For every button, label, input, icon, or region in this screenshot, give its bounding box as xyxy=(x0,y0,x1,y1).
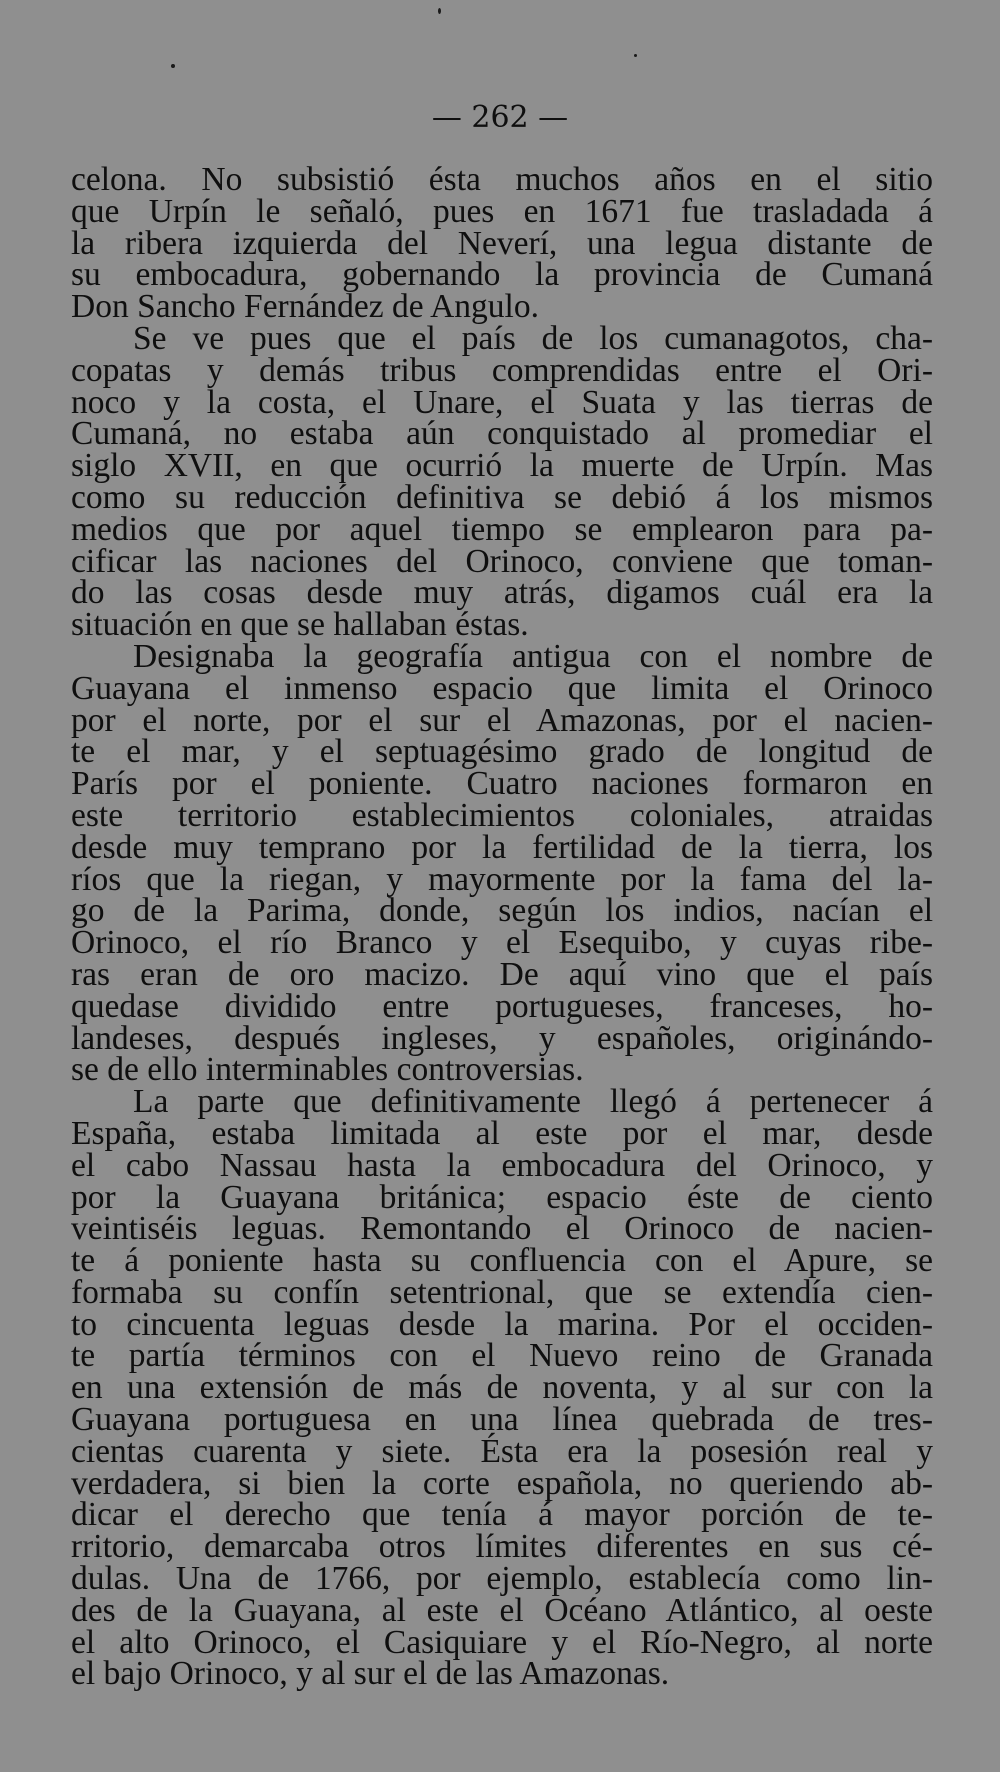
text-line: des de la Guayana, al este el Océano Atlántico, al oeste xyxy=(71,1591,933,1629)
text-line: Guayana portuguesa en una línea quebrada de tres- xyxy=(71,1401,933,1439)
text-line: te partía términos con el Nuevo reino de Granada xyxy=(71,1337,933,1375)
text-line: celona. No subsistió ésta muchos años en el sitio xyxy=(71,161,933,198)
print-speck xyxy=(438,8,441,14)
text-line: noco y la costa, el Unare, el Suata y las tierras de xyxy=(71,383,933,421)
text-line: Guayana el inmenso espacio que limita el Orinoco xyxy=(71,669,933,707)
text-line: copatas y demás tribus comprendidas entre el Ori- xyxy=(71,351,933,389)
text-line: to cincuenta leguas desde la marina. Por el occiden- xyxy=(71,1305,933,1343)
print-speck xyxy=(634,54,637,57)
text-line: medios que por aquel tiempo se emplearon para pa- xyxy=(71,510,933,548)
text-line: el bajo Orinoco, y al sur el de las Amazonas. xyxy=(71,1655,670,1693)
text-line: Don Sancho Fernández de Angulo. xyxy=(71,288,539,326)
text-line: por la Guayana británica; espacio éste de ciento xyxy=(71,1178,933,1216)
text-line: cientas cuarenta y siete. Ésta era la posesión real y xyxy=(71,1432,933,1470)
text-line: este territorio establecimientos coloniales, atraidas xyxy=(71,796,933,834)
text-line: Designaba la geografía antigua con el nombre de xyxy=(133,637,933,675)
text-line: go de la Parima, donde, según los indios, nacían el xyxy=(71,892,933,930)
text-line: que Urpín le señaló, pues en 1671 fue trasladada á xyxy=(71,192,933,230)
body-text xyxy=(71,161,933,1693)
text-line: rritorio, demarcaba otros límites diferentes en sus cé- xyxy=(71,1528,933,1566)
text-line: ríos que la riegan, y mayormente por la fama del la- xyxy=(71,860,933,898)
paragraph xyxy=(71,637,933,1089)
text-line: ras eran de oro macizo. De aquí vino que el país xyxy=(71,955,933,993)
text-line: Orinoco, el río Branco y el Esequibo, y cuyas ribe- xyxy=(71,924,933,962)
paragraph xyxy=(71,1083,933,1693)
text-line: formaba su confín setentrional, que se extendía cien- xyxy=(71,1273,933,1311)
text-line: siglo XVII, en que ocurrió la muerte de Urpín. Mas xyxy=(71,447,933,485)
text-line: España, estaba limitada al este por el mar, desde xyxy=(71,1114,933,1152)
text-line: do las cosas desde muy atrás, digamos cuál era la xyxy=(71,574,933,612)
text-line: verdadera, si bien la corte española, no queriendo ab- xyxy=(71,1464,933,1502)
text-line: Cumaná, no estaba aún conquistado al promediar el xyxy=(71,415,933,453)
text-line: te el mar, y el septuagésimo grado de longitud de xyxy=(71,733,933,771)
paragraph xyxy=(71,161,933,326)
page-number: — 262 — xyxy=(431,100,569,135)
text-line: París por el poniente. Cuatro naciones formaron en xyxy=(71,765,933,803)
text-line: su embocadura, gobernando la provincia de Cumaná xyxy=(71,256,933,294)
text-line: landeses, después ingleses, y españoles, originándo- xyxy=(71,1019,933,1057)
text-line: dicar el derecho que tenía á mayor porción de te- xyxy=(71,1496,933,1534)
text-line: quedase dividido entre portugueses, franceses, ho- xyxy=(71,987,933,1025)
text-line: dulas. Una de 1766, por ejemplo, establecía como lin- xyxy=(71,1560,933,1598)
text-line: el alto Orinoco, el Casiquiare y el Río-Negro, al norte xyxy=(71,1623,933,1661)
text-line: como su reducción definitiva se debió á los mismos xyxy=(71,478,933,516)
text-line: te á poniente hasta su confluencia con el Apure, se xyxy=(71,1242,933,1280)
text-line: veintiséis leguas. Remontando el Orinoco de nacien- xyxy=(71,1210,933,1248)
paragraph xyxy=(71,319,933,644)
print-speck xyxy=(171,64,175,68)
text-line: cificar las naciones del Orinoco, conviene que toman- xyxy=(71,542,933,580)
text-line: situación en que se hallaban éstas. xyxy=(71,606,529,644)
text-line: el cabo Nassau hasta la embocadura del Orinoco, y xyxy=(71,1146,933,1184)
text-line: La parte que definitivamente llegó á pertenecer á xyxy=(133,1083,933,1121)
text-line: en una extensión de más de noventa, y al sur con la xyxy=(71,1369,933,1407)
text-line: la ribera izquierda del Neverí, una legua distante de xyxy=(71,224,933,262)
text-line: desde muy temprano por la fertilidad de la tierra, los xyxy=(71,828,933,866)
text-line: se de ello interminables controversias. xyxy=(71,1051,584,1089)
text-line: Se ve pues que el país de los cumanagotos, cha- xyxy=(133,319,933,357)
text-line: por el norte, por el sur el Amazonas, por el nacien- xyxy=(71,701,933,739)
